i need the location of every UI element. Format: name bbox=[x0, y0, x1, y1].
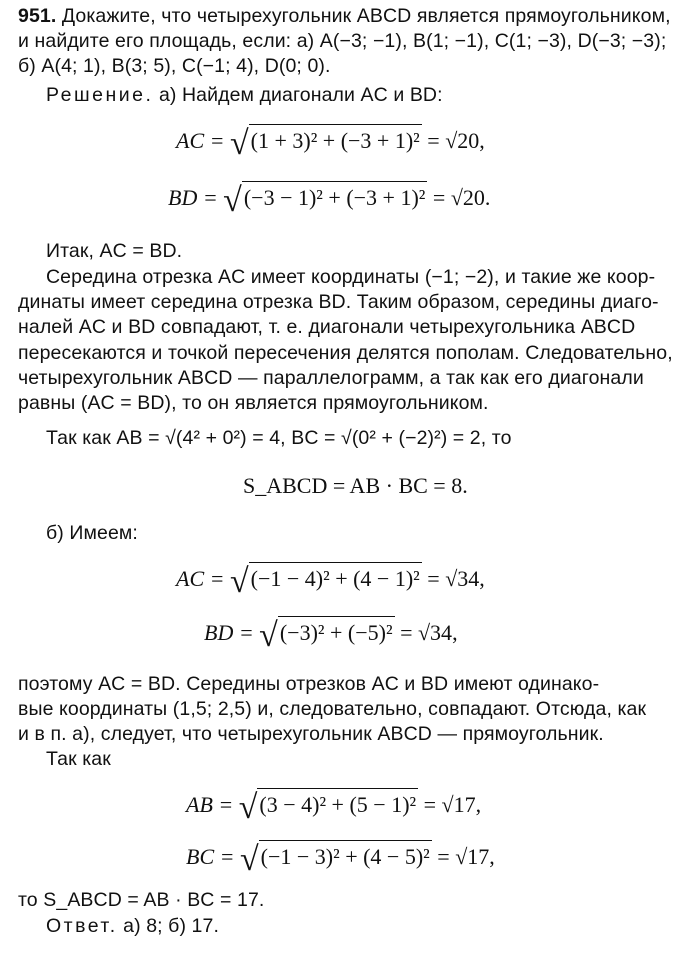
para-a-5: четырехугольник ABCD — параллелограмм, а так как его диагонали bbox=[18, 367, 644, 389]
para-a-2: динаты имеет середина отрезка BD. Таким образом, середины диаго- bbox=[18, 291, 659, 313]
formula-ac-b: AC = √(−1 − 4)² + (4 − 1)² = √34, bbox=[176, 563, 485, 600]
solution-intro bbox=[46, 83, 443, 107]
problem-line-1 bbox=[18, 4, 671, 28]
answer-text: а) 8; б) 17. bbox=[117, 915, 219, 937]
problem-line-2: и найдите его площадь, если: а) A(−3; −1), B(1; −1), C(1; −3), D(−3; −3); bbox=[18, 30, 667, 52]
solution-label: Решение. bbox=[46, 84, 154, 106]
part-a-intro: а) Найдем диагонали AC и BD: bbox=[153, 84, 443, 106]
para-a-4: пересекаются и точкой пересечения делятся пополам. Следовательно, bbox=[18, 342, 673, 364]
tak-kak-line: Так как bbox=[46, 748, 111, 770]
problem-statement-1: Докажите, что четырехугольник ABCD является прямоугольником, bbox=[56, 5, 671, 27]
answer-line bbox=[46, 914, 219, 938]
formula-ab-b: AB = √(3 − 4)² + (5 − 1)² = √17, bbox=[186, 789, 482, 826]
formula-bd-b: BD = √(−3)² + (−5)² = √34, bbox=[204, 617, 458, 654]
para-b-3: и в п. а), следует, что четырехугольник ABCD — прямоугольник. bbox=[18, 723, 604, 745]
area-a-formula: S_ABCD = AB · BC = 8. bbox=[243, 473, 468, 498]
formula-bc-b: BC = √(−1 − 3)² + (4 − 5)² = √17, bbox=[186, 841, 495, 878]
part-b-intro: б) Имеем: bbox=[46, 522, 138, 544]
ab-bc-line: Так как AB = √(4² + 0²) = 4, BC = √(0² + (−2)²) = 2, то bbox=[46, 427, 512, 449]
answer-label: Ответ. bbox=[46, 915, 118, 937]
para-b-1: поэтому AC = BD. Середины отрезков AC и BD имеют одинако- bbox=[18, 673, 600, 695]
problem-line-3: б) A(4; 1), B(3; 5), C(−1; 4), D(0; 0). bbox=[18, 55, 331, 77]
para-b-2: вые координаты (1,5; 2,5) и, следовательно, совпадают. Отсюда, как bbox=[18, 698, 647, 720]
formula-bd-a: BD = √(−3 − 1)² + (−3 + 1)² = √20. bbox=[168, 182, 491, 219]
itak-line: Итак, AC = BD. bbox=[46, 240, 183, 262]
area-b-line: то S_ABCD = AB · BC = 17. bbox=[18, 889, 265, 911]
para-a-6: равны (AC = BD), то он является прямоугольником. bbox=[18, 392, 489, 414]
para-a-3: налей AC и BD совпадают, т. е. диагонали четырехугольника ABCD bbox=[18, 316, 636, 338]
para-a-1: Середина отрезка AC имеет координаты (−1; −2), и такие же коор- bbox=[46, 266, 656, 288]
problem-number: 951. bbox=[18, 5, 57, 27]
formula-ac-a: AC = √(1 + 3)² + (−3 + 1)² = √20, bbox=[176, 125, 485, 162]
